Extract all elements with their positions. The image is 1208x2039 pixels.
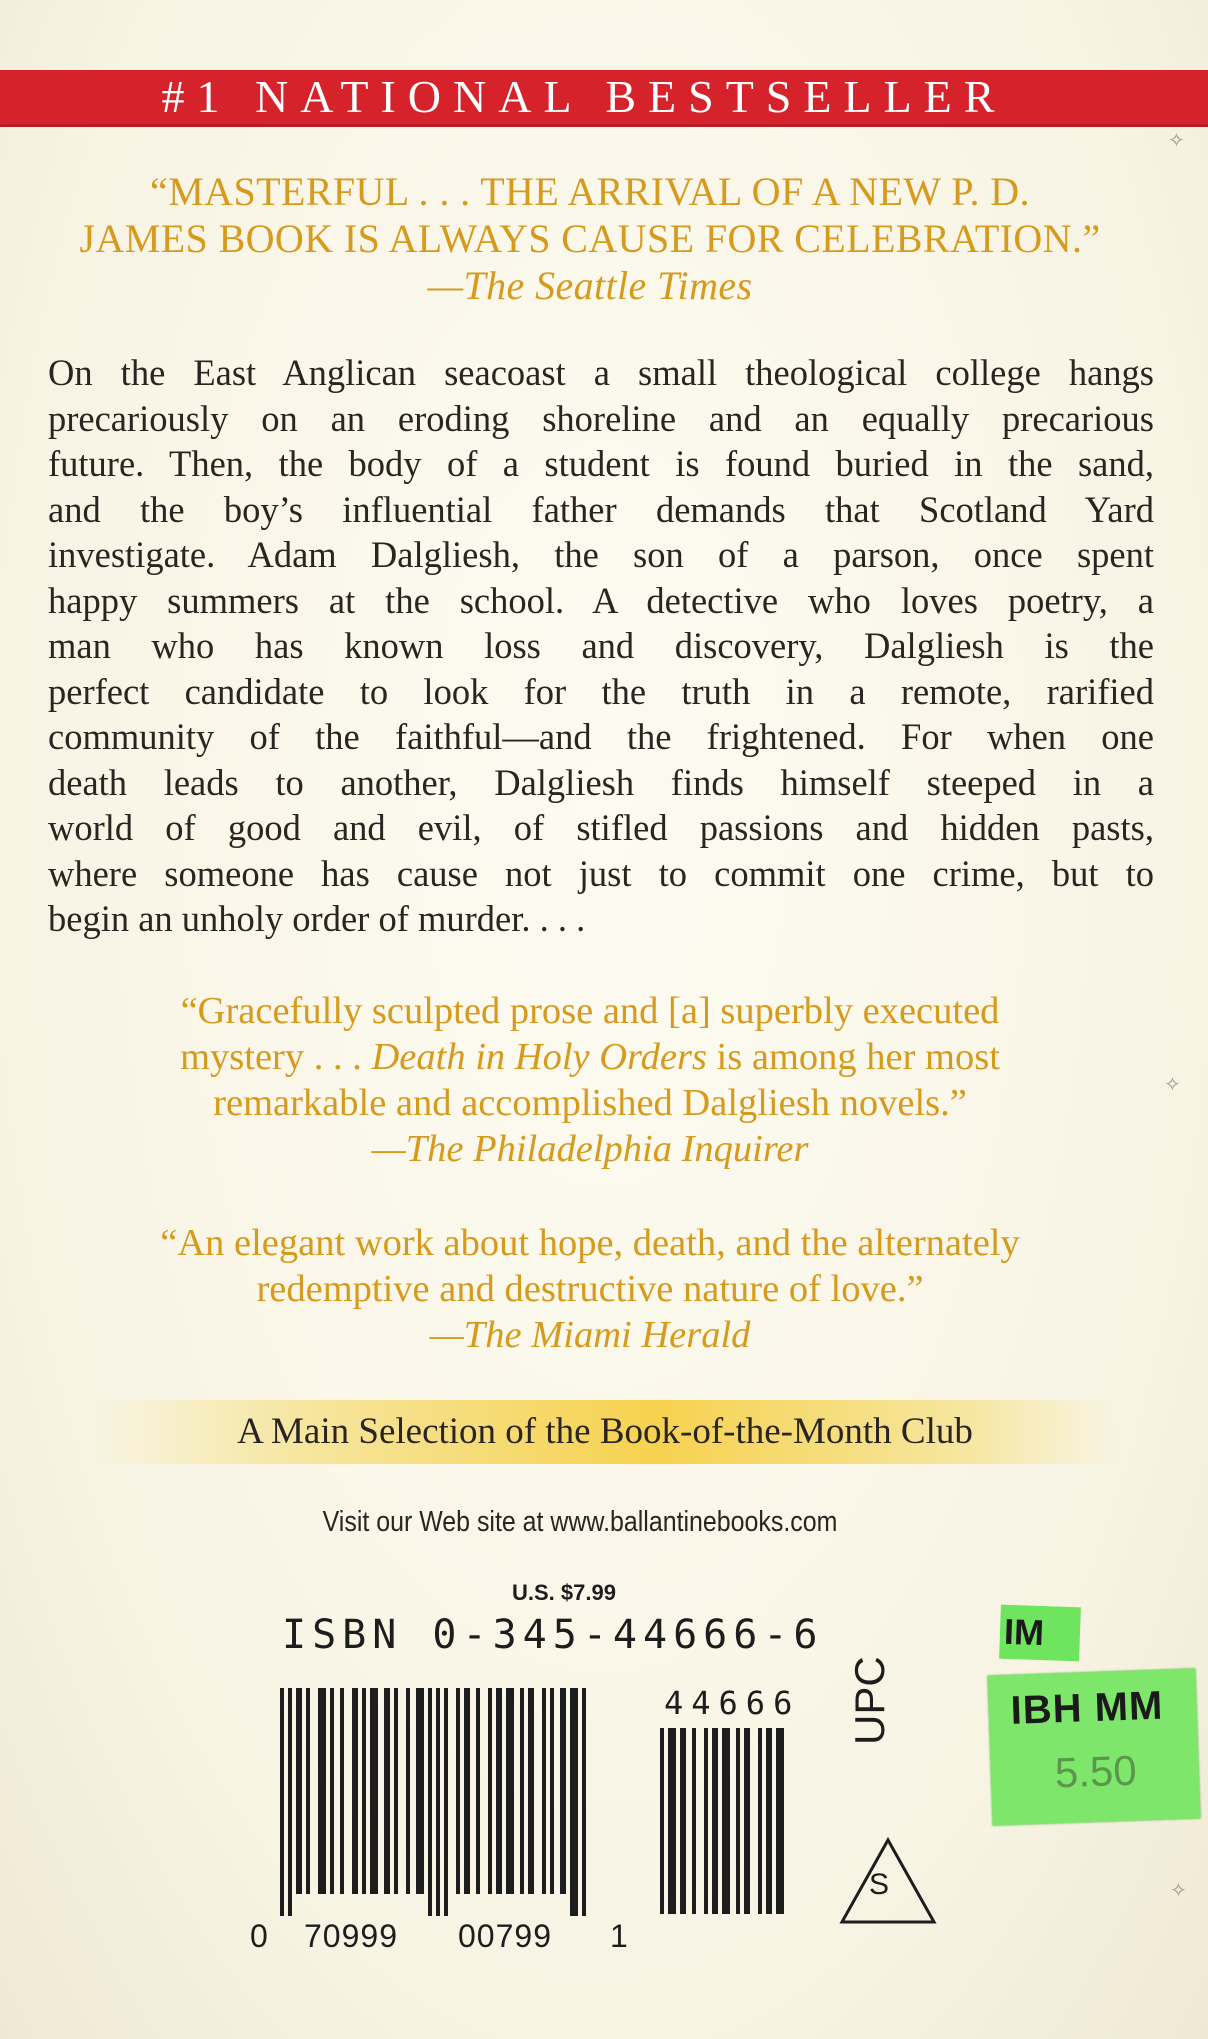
barcode-digit-group: 70999 <box>304 1918 398 1954</box>
barcode-bar <box>692 1728 696 1914</box>
synopsis-line: death leads to another, Dalgliesh finds himself steeped in a <box>48 761 1154 803</box>
synopsis-line: world of good and evil, of stifled passions and hidden pasts, <box>48 807 1154 848</box>
barcode-bar <box>476 1688 480 1894</box>
barcode-bar <box>416 1688 424 1894</box>
scuff-mark: ✧ <box>1168 130 1185 152</box>
barcode-bar <box>370 1688 378 1894</box>
barcode-extension-digits: 44666 <box>664 1684 801 1722</box>
barcode-bar <box>704 1728 708 1914</box>
quote-source: —The Philadelphia Inquirer <box>371 1128 809 1170</box>
barcode-bar <box>542 1688 546 1894</box>
synopsis-line: investigate. Adam Dalgliesh, the son of a parson, once spent <box>48 534 1154 575</box>
barcode-bar <box>362 1688 366 1894</box>
triangle-letter: S <box>869 1868 890 1901</box>
barcode-bar <box>570 1688 578 1916</box>
barcode-bar <box>318 1688 326 1894</box>
quote-line: “Gracefully sculpted prose and [a] superbly executed <box>180 990 1000 1032</box>
sticker-price: 5.50 <box>1054 1746 1138 1797</box>
philadelphia-inquirer-quote <box>60 988 1120 1172</box>
barcode-bar <box>560 1688 566 1894</box>
synopsis-line: community of the faithful—and the frightened. For when one <box>48 716 1154 757</box>
quote-source: —The Seattle Times <box>427 263 753 308</box>
seattle-times-quote <box>30 168 1150 309</box>
barcode-bar <box>330 1688 334 1894</box>
quote-line: “MASTERFUL . . . THE ARRIVAL OF A NEW P. D. <box>150 169 1030 214</box>
barcode-bar <box>306 1688 310 1894</box>
upc-barcode <box>280 1688 640 1918</box>
price-sticker-fragment: IM <box>999 1605 1081 1662</box>
barcode-bar <box>680 1728 686 1914</box>
synopsis-line: and the boy’s influential father demands that Scotland Yard <box>48 488 1154 530</box>
barcode-digit-group: 00799 <box>458 1918 552 1954</box>
barcode-bar <box>520 1688 524 1894</box>
barcode-bar <box>456 1688 460 1894</box>
barcode-bar <box>744 1728 750 1914</box>
barcode-bar <box>394 1688 398 1894</box>
scuff-mark: ✧ <box>1170 1880 1187 1902</box>
quote-line: remarkable and accomplished Dalgliesh novels.” <box>213 1082 967 1124</box>
barcode-bar <box>506 1688 514 1894</box>
barcode-bar <box>464 1688 470 1894</box>
barcode-bar <box>406 1688 410 1894</box>
barcode-bar <box>660 1728 664 1914</box>
barcode-digit: 1 <box>610 1918 628 1954</box>
barcode-bar <box>488 1688 492 1894</box>
barcode-bar <box>288 1688 292 1916</box>
quote-text: is among her most <box>706 1036 1000 1078</box>
barcode-bar <box>280 1688 284 1916</box>
barcode-bar <box>766 1728 772 1914</box>
barcode-bar <box>496 1688 502 1894</box>
synopsis-line: happy summers at the school. A detective who loves poetry, a <box>48 579 1154 621</box>
isbn-number: ISBN 0-345-44666-6 <box>282 1612 824 1658</box>
scuff-mark: ✧ <box>1164 1074 1181 1096</box>
barcode-bar <box>668 1728 676 1914</box>
synopsis-line: begin an unholy order of murder. . . . <box>48 898 586 939</box>
quote-line: “An elegant work about hope, death, and the alternately <box>160 1222 1020 1264</box>
bestseller-banner: #1 NATIONAL BESTSELLER <box>0 70 1208 124</box>
synopsis-line: future. Then, the body of a student is found buried in the sand, <box>48 443 1154 484</box>
barcode-bar <box>712 1728 718 1914</box>
book-title: Death in Holy Orders <box>371 1036 707 1078</box>
synopsis-line: On the East Anglican seacoast a small theological college hangs <box>48 352 1154 393</box>
barcode-bar <box>436 1688 440 1916</box>
miami-herald-quote <box>60 1220 1120 1358</box>
website-notice: Visit our Web site at www.ballantinebooks.com <box>322 1506 838 1538</box>
barcode-bar <box>758 1728 762 1914</box>
barcode-digit: 0 <box>250 1918 268 1954</box>
barcode-bar <box>582 1688 586 1916</box>
barcode-bar <box>722 1728 730 1914</box>
quote-line: JAMES BOOK IS ALWAYS CAUSE FOR CELEBRATION.” <box>79 216 1101 261</box>
barcode-bar <box>776 1728 784 1914</box>
price-sticker <box>987 1668 1200 1825</box>
barcode-bar <box>550 1688 554 1894</box>
quote-text: mystery . . . <box>180 1036 372 1078</box>
quote-line <box>60 1034 1120 1080</box>
synopsis <box>48 350 1154 942</box>
synopsis-line: precariously on an eroding shoreline and an equally precarious <box>48 397 1154 439</box>
barcode-bar <box>296 1688 302 1894</box>
synopsis-line: perfect candidate to look for the truth in a remote, rarified <box>48 670 1154 712</box>
book-club-selection: A Main Selection of the Book-of-the-Month Club <box>90 1400 1120 1464</box>
barcode-bar <box>444 1688 448 1916</box>
upc-label: UPC <box>846 1656 893 1745</box>
quote-line: redemptive and destructive nature of love.” <box>256 1268 924 1310</box>
barcode-bar <box>428 1688 432 1916</box>
barcode-bar <box>384 1688 390 1894</box>
sticker-store-code: IBH MM <box>1009 1683 1165 1733</box>
synopsis-line: man who has known loss and discovery, Dalgliesh is the <box>48 625 1154 666</box>
us-price: U.S. $7.99 <box>512 1580 616 1605</box>
barcode-bar <box>352 1688 358 1894</box>
synopsis-line: where someone has cause not just to commit one crime, but to <box>48 852 1154 894</box>
quote-source: —The Miami Herald <box>429 1314 751 1356</box>
barcode-bar <box>736 1728 740 1914</box>
barcode-extension <box>660 1728 830 1918</box>
barcode-bar <box>340 1688 344 1894</box>
barcode-bar <box>528 1688 534 1894</box>
